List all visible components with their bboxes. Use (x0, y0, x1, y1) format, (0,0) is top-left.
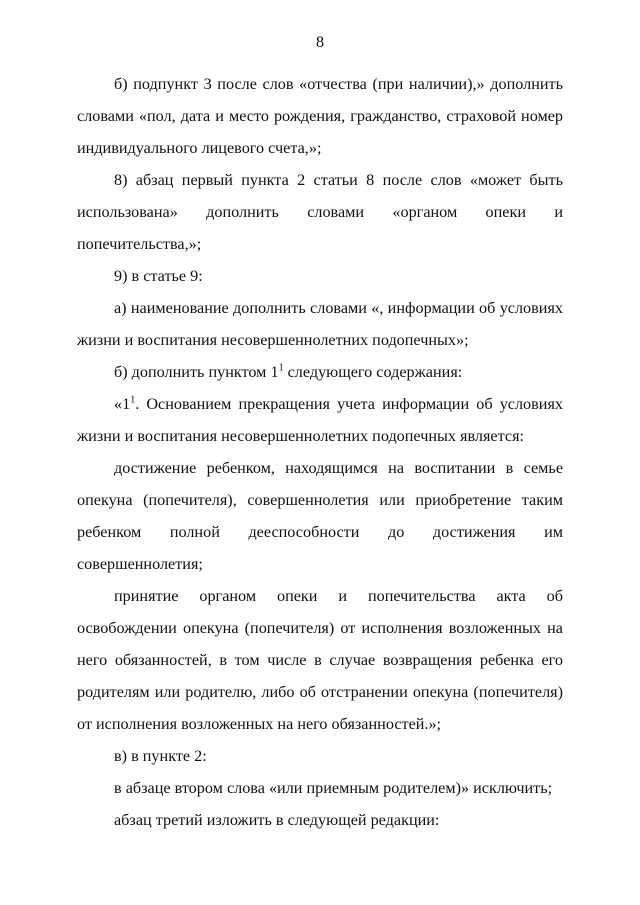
point-1-1-open: «1 (114, 395, 131, 413)
paragraph-condition-majority: достижение ребенком, находящимся на воспитании в семье опекуна (попечителя), совершеннолетия или приобретение таким ребенком полной дееспособности до достижения им совершеннолетия; (77, 459, 563, 573)
paragraph-subitem-v: в) в пункте 2: (114, 747, 207, 765)
superscript-index: 1 (130, 394, 136, 406)
paragraph-item-9: 9) в статье 9: (114, 267, 203, 285)
page-number: 8 (316, 34, 324, 51)
paragraph-add-point-1-1 (77, 356, 563, 388)
paragraph-item-8: 8) абзац первый пункта 2 статьи 8 после слов «может быть использована» дополнить словами «органом опеки и попечительства,»; (77, 171, 563, 253)
paragraph-subitem-b: б) подпункт 3 после слов «отчества (при наличии),» дополнить словами «пол, дата и место рождения, гражданство, страховой номер индивидуального лицевого счета,»; (77, 75, 563, 157)
point-1-1-rest: . Основанием прекращения учета информации об условиях жизни и воспитания несовершеннолетних подопечных является: (77, 395, 563, 445)
paragraph-third-abzac: абзац третий изложить в следующей редакции: (114, 811, 440, 829)
superscript-index: 1 (278, 362, 284, 374)
document-body (77, 68, 563, 836)
paragraph-condition-release: принятие органом опеки и попечительства акта об освобождении опекуна (попечителя) от исполнения возложенных на него обязанностей, в том числе в случае возвращения ребенка его родителям или родителю, либо об отстранении опекуна (попечителя) от исполнения возложенных на него обязанностей.»; (77, 587, 563, 733)
paragraph-add-point-rest: следующего содержания: (283, 363, 463, 381)
paragraph-subitem-a: а) наименование дополнить словами «, информации об условиях жизни и воспитания несовершеннолетних подопечных»; (77, 299, 563, 349)
paragraph-point-1-1-text (77, 388, 563, 452)
paragraph-second-abzac: в абзаце втором слова «или приемным родителем)» исключить; (114, 779, 553, 797)
paragraph-add-point-text: б) дополнить пунктом 1 (114, 363, 279, 381)
